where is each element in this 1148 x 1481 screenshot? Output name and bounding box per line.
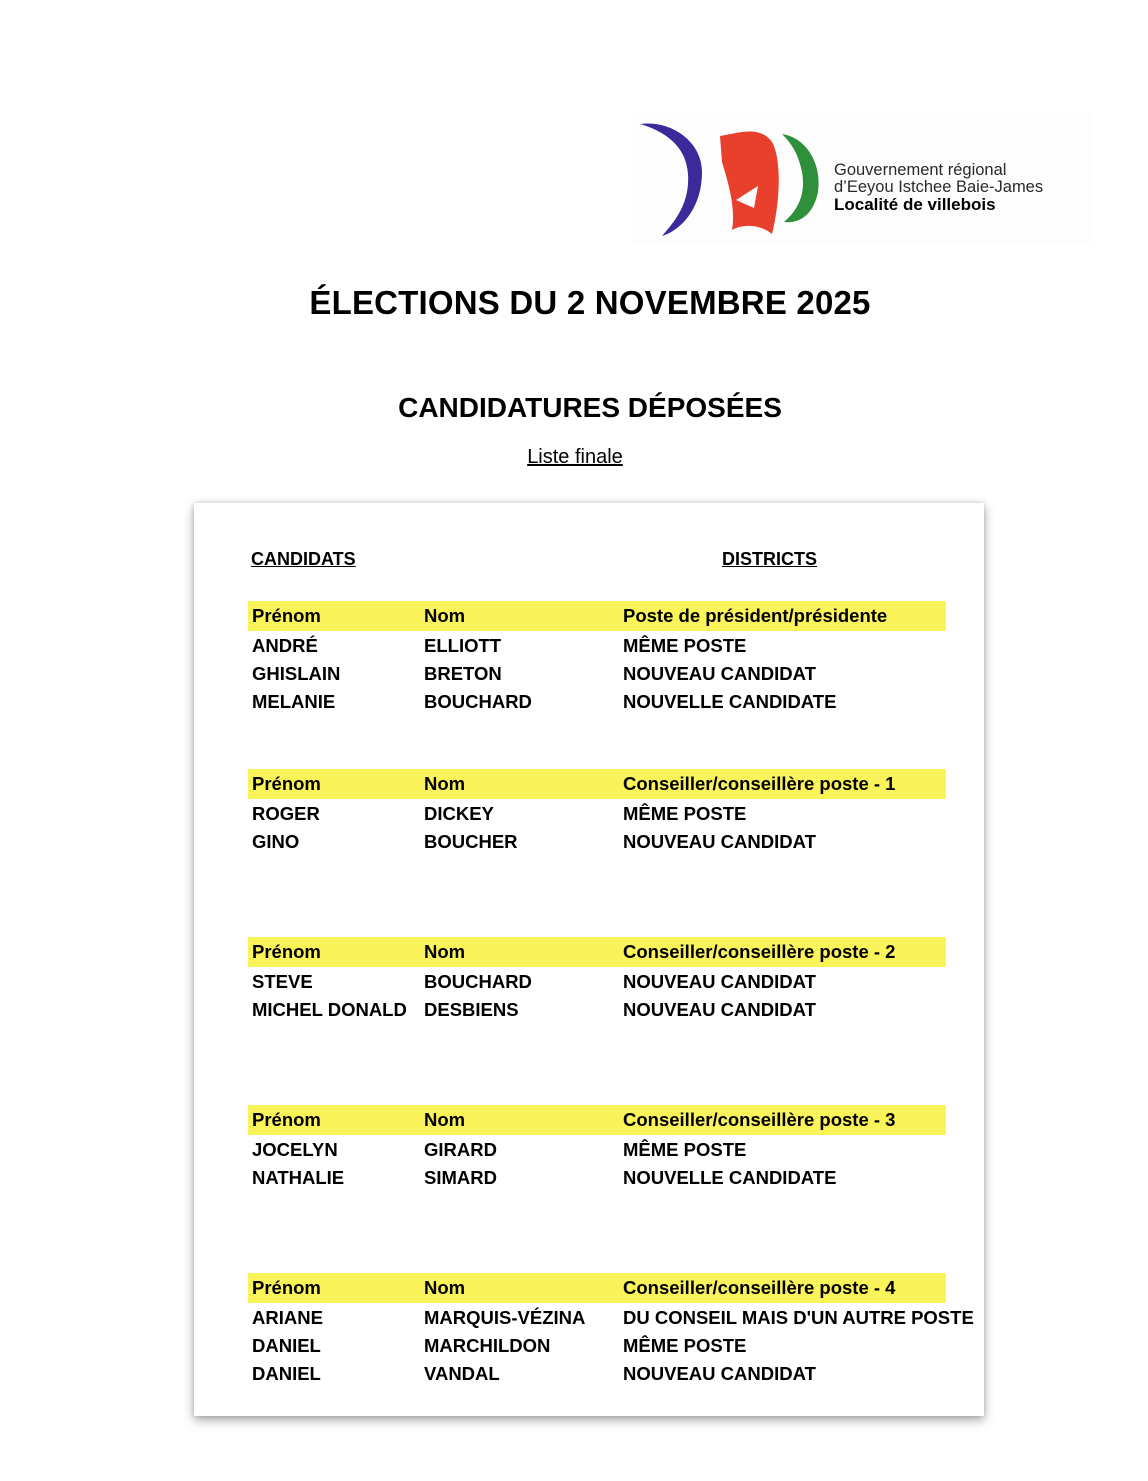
- poste-header: Conseiller/conseillère poste - 2: [623, 941, 896, 962]
- prenom-cell: DANIEL: [252, 1335, 321, 1356]
- page-title: ÉLECTIONS DU 2 NOVEMBRE 2025: [309, 284, 871, 321]
- section-header: [248, 1105, 946, 1135]
- section-header: [248, 937, 946, 967]
- poste-header: Poste de président/présidente: [623, 605, 888, 626]
- table-row: [248, 995, 1008, 1023]
- nom-header: Nom: [424, 605, 466, 626]
- statut-cell: MÊME POSTE: [623, 1139, 747, 1160]
- candidate-section-poste-1: [248, 769, 1008, 855]
- section-header: [248, 601, 946, 631]
- nom-cell: MARQUIS-VÉZINA: [424, 1307, 586, 1328]
- nom-cell: ELLIOTT: [424, 635, 502, 656]
- organization-logo: [632, 112, 1092, 244]
- table-row: [248, 687, 1008, 715]
- prenom-cell: STEVE: [252, 971, 313, 992]
- nom-cell: BOUCHARD: [424, 971, 532, 992]
- prenom-cell: GINO: [252, 831, 300, 852]
- eeyou-istchee-logo-icon: [632, 112, 832, 244]
- logo-org-line-1: Gouvernement régional: [834, 161, 1007, 179]
- nom-header: Nom: [424, 773, 466, 794]
- statut-cell: NOUVEAU CANDIDAT: [623, 831, 816, 852]
- statut-cell: NOUVELLE CANDIDATE: [623, 691, 837, 712]
- list-status-label: Liste finale: [527, 446, 623, 468]
- prenom-cell: DANIEL: [252, 1363, 321, 1384]
- table-row: [248, 827, 1008, 855]
- candidate-section-president: [248, 601, 1008, 715]
- districts-heading: DISTRICTS: [722, 549, 818, 569]
- nom-cell: GIRARD: [424, 1139, 497, 1160]
- poste-header: Conseiller/conseillère poste - 3: [623, 1109, 896, 1130]
- statut-cell: NOUVEAU CANDIDAT: [623, 1363, 816, 1384]
- nom-header: Nom: [424, 1277, 466, 1298]
- prenom-cell: MELANIE: [252, 691, 336, 712]
- prenom-cell: ARIANE: [252, 1307, 323, 1328]
- prenom-header: Prénom: [252, 1277, 321, 1298]
- prenom-cell: ANDRÉ: [252, 635, 318, 656]
- prenom-header: Prénom: [252, 1109, 321, 1130]
- prenom-cell: JOCELYN: [252, 1139, 338, 1160]
- table-row: [248, 1135, 1008, 1163]
- candidate-section-poste-2: [248, 937, 1008, 1023]
- prenom-cell: GHISLAIN: [252, 663, 341, 684]
- nom-cell: DESBIENS: [424, 999, 519, 1020]
- table-row: [248, 1163, 1008, 1191]
- poste-header: Conseiller/conseillère poste - 1: [623, 773, 896, 794]
- statut-cell: MÊME POSTE: [623, 635, 747, 656]
- table-row: [248, 659, 1008, 687]
- statut-cell: NOUVEAU CANDIDAT: [623, 999, 816, 1020]
- prenom-cell: ROGER: [252, 803, 320, 824]
- table-row: [248, 967, 1008, 995]
- candidate-section-poste-4: [248, 1273, 1008, 1387]
- statut-cell: NOUVEAU CANDIDAT: [623, 663, 816, 684]
- section-header: [248, 1273, 946, 1303]
- nom-cell: BOUCHER: [424, 831, 518, 852]
- nom-header: Nom: [424, 941, 466, 962]
- statut-cell: MÊME POSTE: [623, 803, 747, 824]
- nom-cell: BOUCHARD: [424, 691, 532, 712]
- statut-cell: MÊME POSTE: [623, 1335, 747, 1356]
- nom-cell: BRETON: [424, 663, 502, 684]
- section-header: [248, 769, 946, 799]
- poste-header: Conseiller/conseillère poste - 4: [623, 1277, 896, 1298]
- statut-cell: NOUVELLE CANDIDATE: [623, 1167, 837, 1188]
- statut-cell: DU CONSEIL MAIS D'UN AUTRE POSTE: [623, 1307, 974, 1328]
- nom-cell: MARCHILDON: [424, 1335, 551, 1356]
- logo-locality: Localité de villebois: [834, 195, 996, 214]
- table-row: [248, 1359, 1008, 1387]
- table-row: [248, 1331, 1008, 1359]
- table-row: [248, 799, 1008, 827]
- nom-cell: SIMARD: [424, 1167, 497, 1188]
- prenom-header: Prénom: [252, 605, 321, 626]
- prenom-cell: NATHALIE: [252, 1167, 345, 1188]
- candidats-heading: CANDIDATS: [251, 549, 356, 569]
- prenom-cell: MICHEL DONALD: [252, 999, 407, 1020]
- prenom-header: Prénom: [252, 941, 321, 962]
- table-row: [248, 1303, 1008, 1331]
- statut-cell: NOUVEAU CANDIDAT: [623, 971, 816, 992]
- logo-org-line-2: d’Eeyou Istchee Baie-James: [834, 178, 1044, 196]
- table-row: [248, 631, 1008, 659]
- nom-cell: DICKEY: [424, 803, 494, 824]
- nom-header: Nom: [424, 1109, 466, 1130]
- candidate-section-poste-3: [248, 1105, 1008, 1191]
- prenom-header: Prénom: [252, 773, 321, 794]
- page-subtitle: CANDIDATURES DÉPOSÉES: [398, 392, 782, 423]
- nom-cell: VANDAL: [424, 1363, 500, 1384]
